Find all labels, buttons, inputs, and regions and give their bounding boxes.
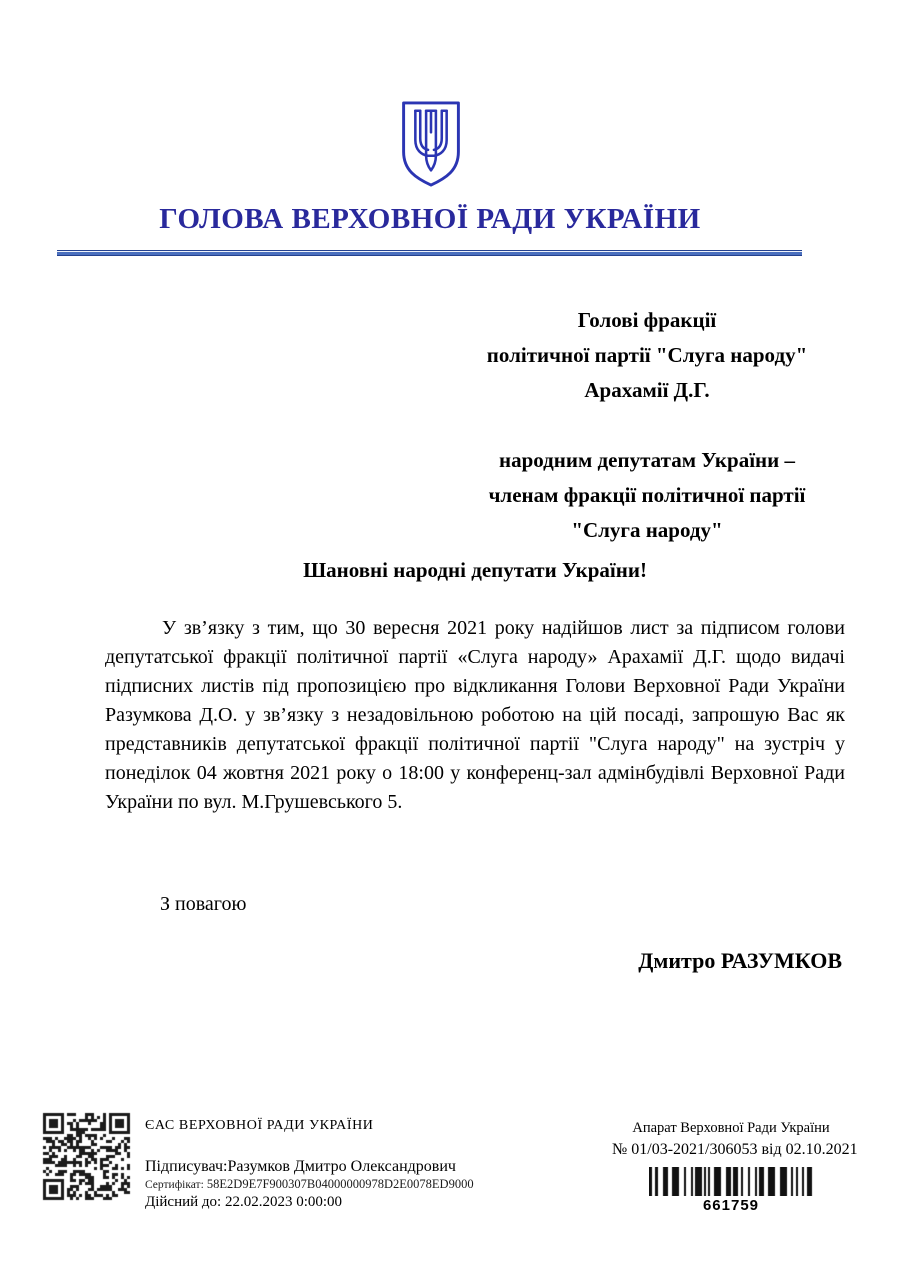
addressee-block-1 bbox=[447, 303, 847, 408]
signer-line: Підписувач:Разумков Дмитро Олександрович bbox=[145, 1158, 456, 1175]
salutation: Шановні народні депутати України! bbox=[303, 558, 647, 582]
addressee-line: "Слуга народу" bbox=[571, 518, 723, 542]
qr-code-icon bbox=[42, 1112, 132, 1202]
addressee-line: Голові фракції bbox=[577, 308, 717, 332]
registration-number: № 01/03-2021/306053 від 02.10.2021 bbox=[612, 1141, 858, 1158]
addressee-block bbox=[447, 303, 847, 548]
barcode-number: 661759 bbox=[702, 1197, 760, 1214]
addressee-block-2 bbox=[447, 443, 847, 548]
signature-name: Дмитро РАЗУМКОВ bbox=[638, 948, 842, 973]
certificate-value: 58E2D9E7F900307B04000000978D2E0078ED9000 bbox=[206, 1177, 474, 1191]
esignature-stamp bbox=[145, 1118, 565, 1211]
closing-phrase: З повагою bbox=[160, 893, 247, 915]
addressee-line: Арахамії Д.Г. bbox=[584, 378, 710, 402]
ukraine-trident-emblem-icon bbox=[399, 99, 463, 189]
valid-until-line: Дійсний до: 22.02.2023 0:00:00 bbox=[145, 1194, 343, 1210]
certificate-label: Сертифікат: bbox=[145, 1179, 204, 1191]
letterhead-title: ГОЛОВА ВЕРХОВНОЇ РАДИ УКРАЇНИ bbox=[159, 203, 701, 235]
registration-stamp bbox=[612, 1120, 858, 1214]
eas-system-name: ЄАС ВЕРХОВНОЇ РАДИ УКРАЇНИ bbox=[145, 1118, 374, 1133]
addressee-line: членам фракції політичної партії bbox=[488, 483, 806, 507]
certificate-line bbox=[145, 1177, 565, 1192]
letter-body: У зв’язку з тим, що 30 вересня 2021 року надійшов лист за підписом голови депутатської фракції політичної партії «Слуга народу» Арахамії Д.Г. щодо видачі підписних листів під пропозицією про відкликання Голови Верховної Ради України Разумкова Д.О. у зв’язку з незадовільною роботою на цій посаді, запрошую Вас як представників депутатської фракції політичної партії "Слуга народу" на зустріч у понеділок 04 жовтня 2021 року о 18:00 у конференц-зал адмінбудівлі Верховної Ради України по вул. М.Грушевського 5. bbox=[105, 617, 845, 813]
header-divider bbox=[57, 250, 802, 256]
office-name: Апарат Верховної Ради України bbox=[632, 1120, 830, 1136]
addressee-line: народним депутатам України – bbox=[499, 448, 795, 472]
addressee-line: політичної партії "Слуга народу" bbox=[486, 343, 808, 367]
barcode-icon bbox=[649, 1167, 814, 1196]
